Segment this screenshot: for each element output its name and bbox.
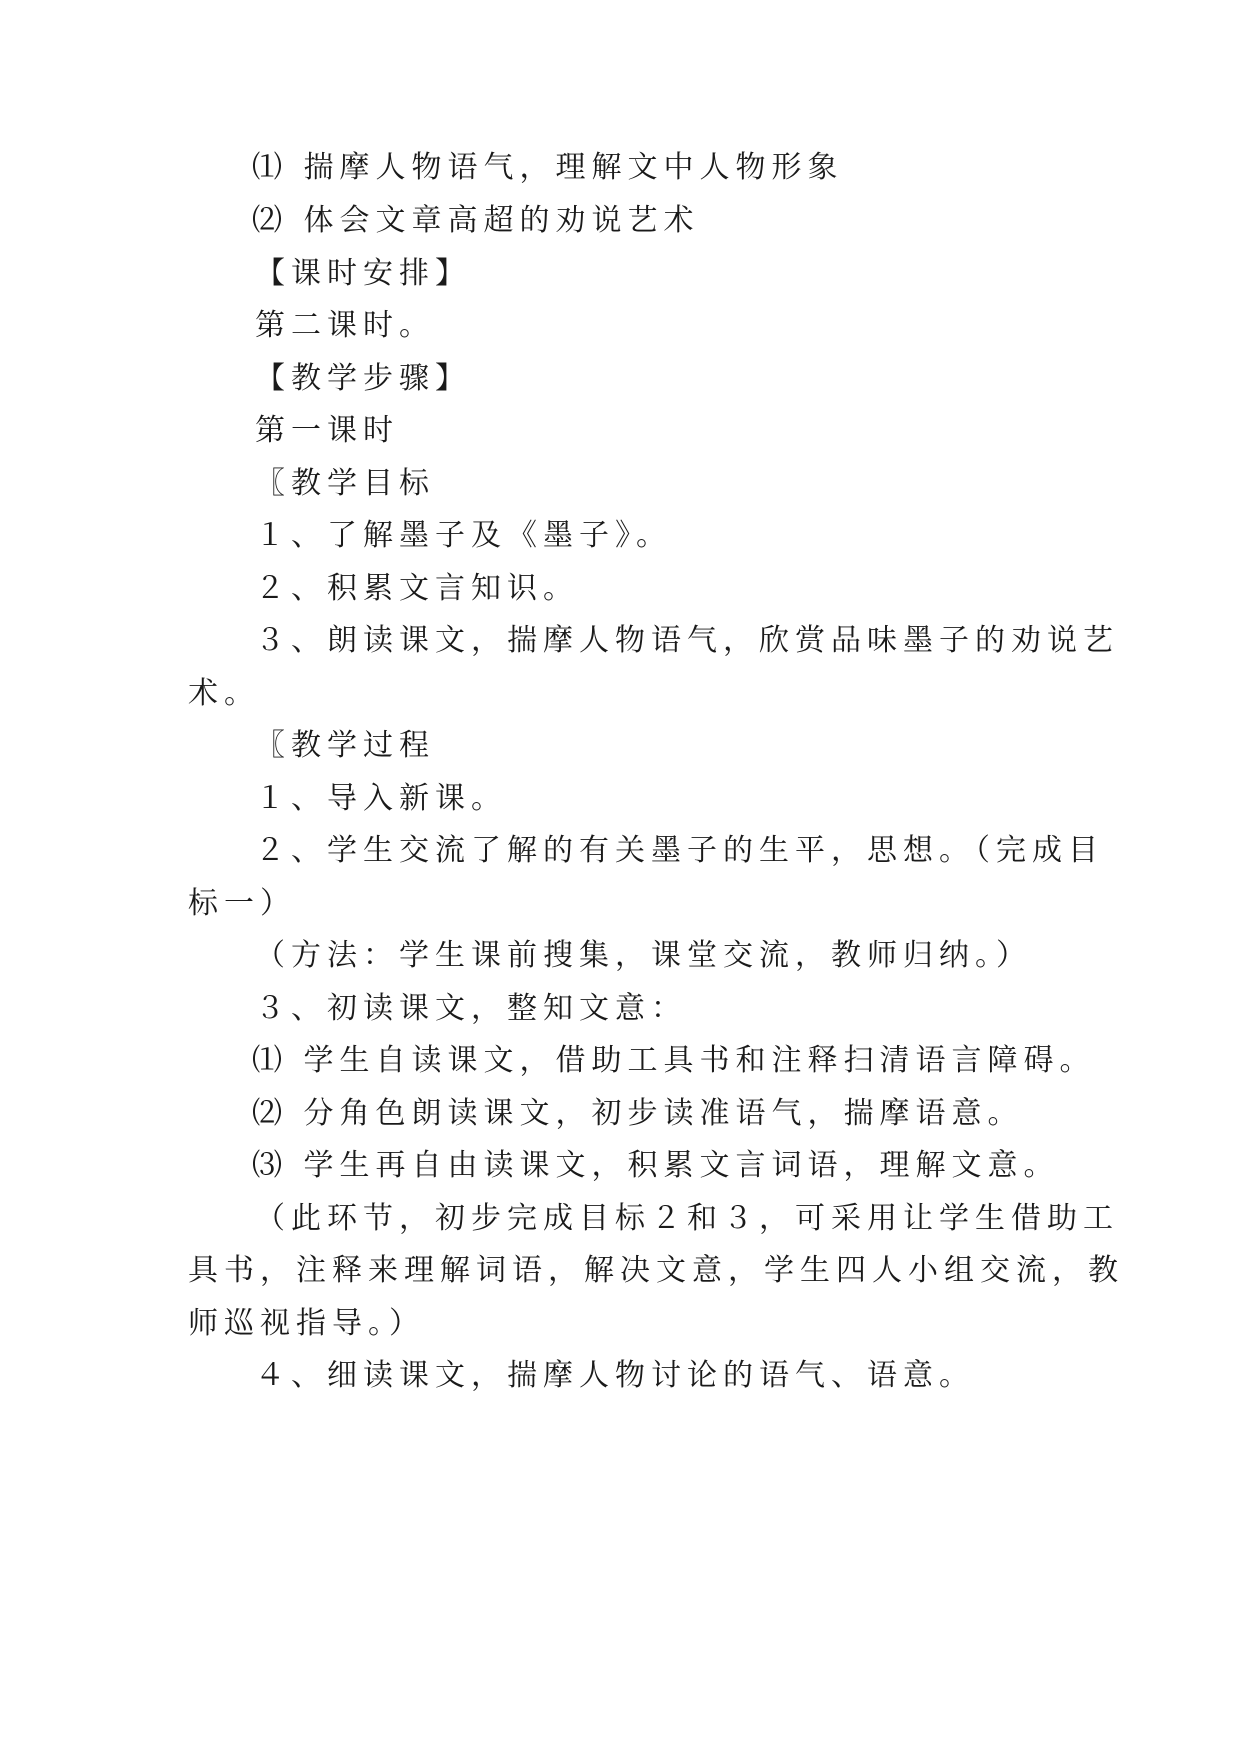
text-line: 师巡视指导。） (188, 1306, 425, 1341)
text-line: （此环节，初步完成目标２和３，可采用让学生借助工 (255, 1201, 1119, 1236)
list-item: ４、细读课文，揣摩人物讨论的语气、语意。 (255, 1358, 975, 1393)
list-item: ３、初读课文，整知文意： (255, 991, 687, 1026)
text-line: 术。 (188, 676, 260, 711)
list-item: ２、积累文言知识。 (255, 571, 579, 606)
list-item: ⑶ 学生再自由读课文，积累文言词语，理解文意。 (252, 1148, 1060, 1183)
text-line: 具书，注释来理解词语，解决文意，学生四人小组交流，教 (188, 1253, 1124, 1288)
list-item: ⑵ 分角色朗读课文，初步读准语气，揣摩语意。 (252, 1096, 1024, 1131)
subsection-heading: 〖教学过程 (255, 728, 435, 763)
text-line: 第一课时 (255, 413, 399, 448)
text-line: ⑵ 体会文章高超的劝说艺术 (252, 203, 700, 238)
list-item: ３、朗读课文，揣摩人物语气，欣赏品味墨子的劝说艺 (255, 623, 1119, 658)
text-line: （方法：学生课前搜集，课堂交流，教师归纳。） (255, 938, 1032, 973)
text-line: 标一） (188, 886, 296, 921)
section-heading: 【课时安排】 (255, 256, 471, 291)
section-heading: 【教学步骤】 (255, 361, 471, 396)
list-item: ⑴ 学生自读课文，借助工具书和注释扫清语言障碍。 (252, 1043, 1096, 1078)
list-item: １、导入新课。 (255, 781, 507, 816)
subsection-heading: 〖教学目标 (255, 466, 435, 501)
list-item: ２、学生交流了解的有关墨子的生平，思想。（完成目 (255, 833, 1104, 868)
list-item: １、了解墨子及《墨子》。 (255, 518, 672, 553)
text-line: 第二课时。 (255, 308, 435, 343)
text-line: ⑴ 揣摩人物语气，理解文中人物形象 (252, 150, 844, 185)
